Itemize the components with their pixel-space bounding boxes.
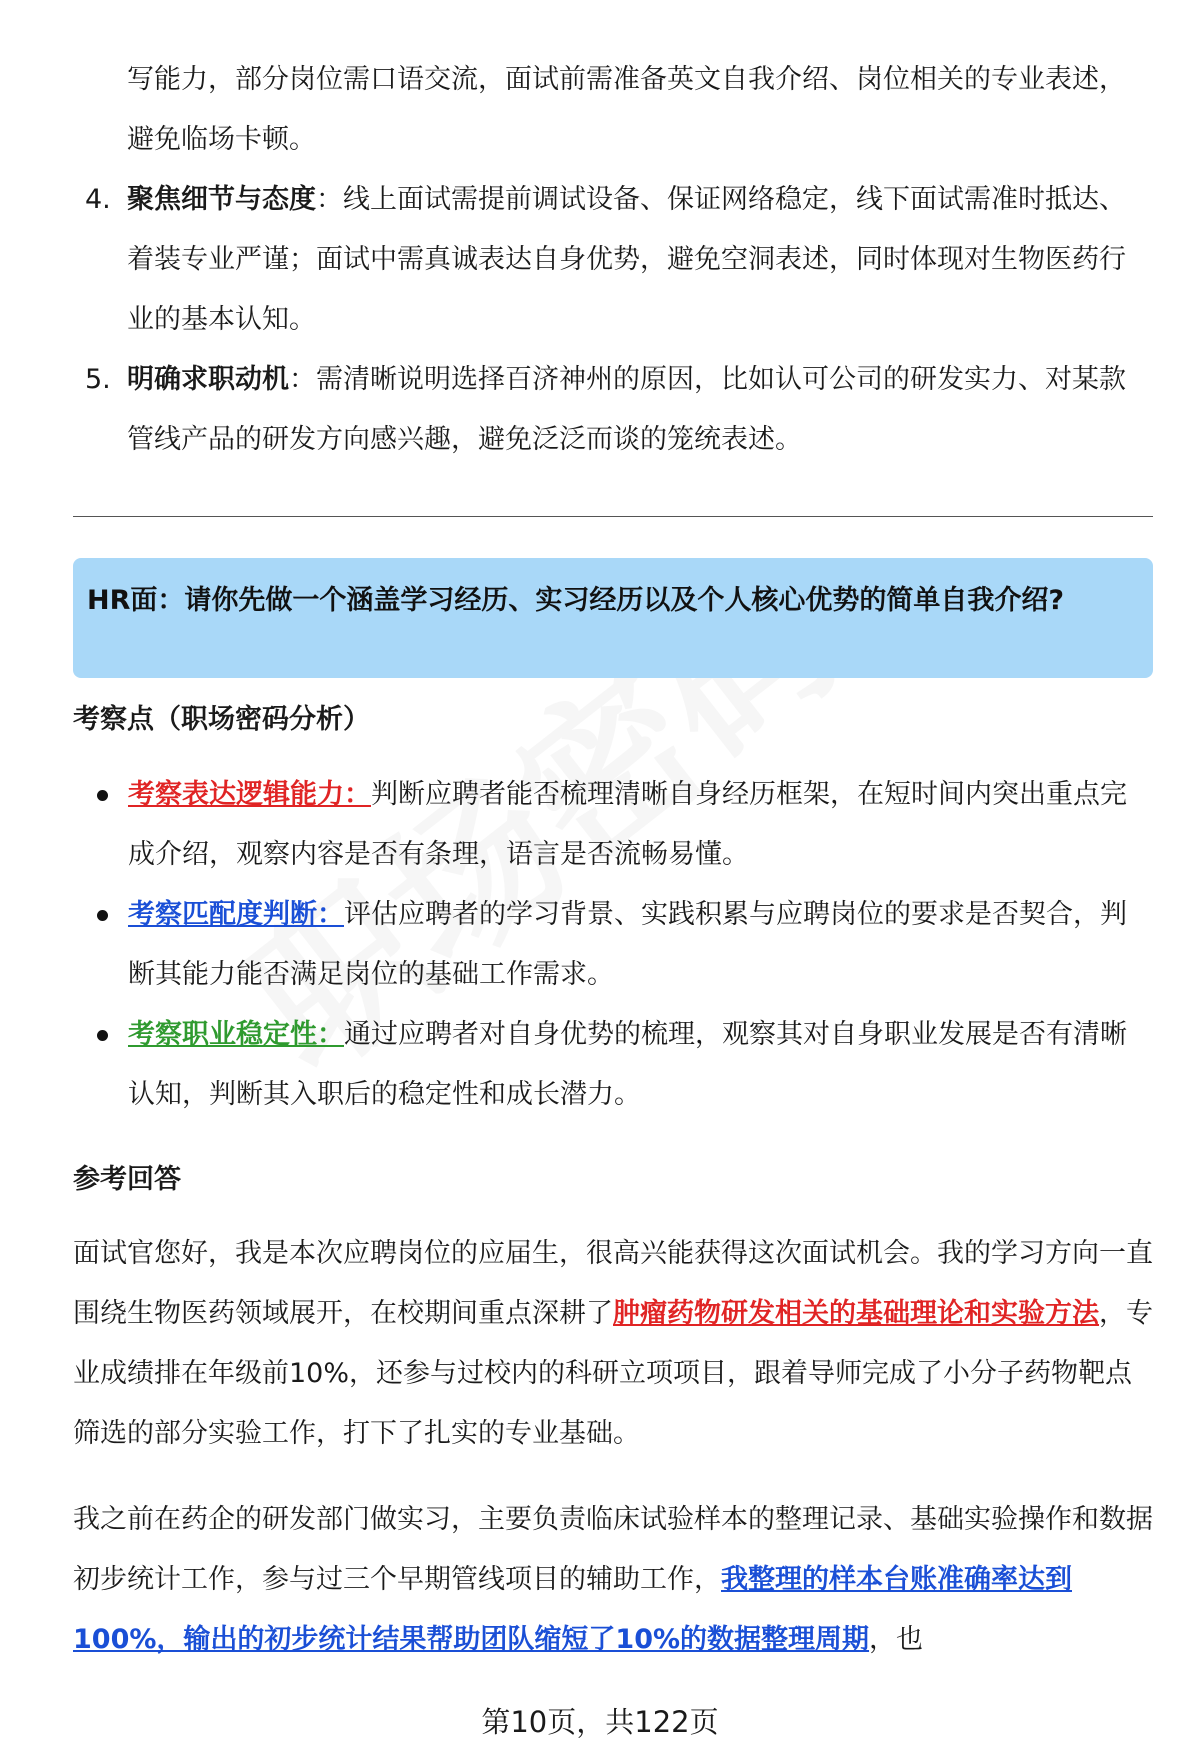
answer-highlight: 我整理的样本台账准确率达到100%，输出的初步统计结果帮助团队缩短了10%的数据整理周期 [73, 1564, 1072, 1655]
answer-paragraph [73, 1490, 1153, 1670]
list-item [73, 885, 1153, 1005]
question-box [73, 558, 1153, 678]
list-item [73, 765, 1153, 885]
list-item [75, 50, 1145, 170]
answer-text: 面试官您好，我是本次应聘岗位的应届生，很高兴能获得这次面试机会。我的学习方向一直围绕生物医药领域展开，在校期间重点深耕了 [73, 1238, 1153, 1329]
list-number: 5. [85, 364, 111, 395]
focus-text: 评估应聘者的学习背景、实践积累与应聘岗位的要求是否契合，判断其能力能否满足岗位的基础工作需求。 [128, 899, 1127, 990]
section-title-focus: 考察点（职场密码分析） [73, 704, 370, 735]
list-item-sep: ： [289, 364, 316, 395]
section-title-answer: 参考回答 [73, 1164, 181, 1195]
list-item-title: 聚焦细节与态度 [127, 184, 316, 215]
list-item [75, 350, 1145, 470]
focus-text: 通过应聘者对自身优势的梳理，观察其对自身职业发展是否有清晰认知，判断其入职后的稳定性和成长潜力。 [128, 1019, 1127, 1110]
focus-label: 考察职业稳定性： [128, 1019, 344, 1050]
answer-text: 我之前在药企的研发部门做实习，主要负责临床试验样本的整理记录、基础实验操作和数据初步统计工作，参与过三个早期管线项目的辅助工作， [73, 1504, 1153, 1595]
answer-text: ，专业成绩排在年级前10%，还参与过校内的科研立项项目，跟着导师完成了小分子药物靶点筛选的部分实验工作，打下了扎实的专业基础。 [73, 1298, 1153, 1449]
focus-points-list [73, 765, 1153, 1125]
list-item-text: 需清晰说明选择百济神州的原因，比如认可公司的研发实力、对某款管线产品的研发方向感兴趣，避免泛泛而谈的笼统表述。 [127, 364, 1126, 455]
page-footer: 第10页，共122页 [481, 1705, 719, 1739]
list-item-text: 线上面试需提前调试设备、保证网络稳定，线下面试需准时抵达、着装专业严谨；面试中需真诚表达自身优势，避免空洞表述，同时体现对生物医药行业的基本认知。 [127, 184, 1126, 335]
divider [73, 516, 1153, 517]
numbered-list [75, 50, 1145, 470]
list-item [73, 1005, 1153, 1125]
list-item-title: 明确求职动机 [127, 364, 289, 395]
bullet-icon [97, 910, 108, 921]
bullet-icon [97, 1030, 108, 1041]
answer-highlight: 肿瘤药物研发相关的基础理论和实验方法 [613, 1298, 1099, 1329]
question-text: HR面：请你先做一个涵盖学习经历、实习经历以及个人核心优势的简单自我介绍? [87, 585, 1065, 616]
list-number: 4. [85, 184, 111, 215]
focus-text: 判断应聘者能否梳理清晰自身经历框架，在短时间内突出重点完成介绍，观察内容是否有条理，语言是否流畅易懂。 [128, 779, 1127, 870]
focus-label: 考察表达逻辑能力： [128, 779, 371, 810]
bullet-icon [97, 790, 108, 801]
focus-label: 考察匹配度判断： [128, 899, 344, 930]
answer-text: ，也 [869, 1624, 924, 1655]
list-item [75, 170, 1145, 350]
answer-paragraph [73, 1224, 1153, 1464]
list-item-sep: ： [316, 184, 343, 215]
list-item-text: 写能力，部分岗位需口语交流，面试前需准备英文自我介绍、岗位相关的专业表述，避免临场卡顿。 [127, 64, 1126, 155]
